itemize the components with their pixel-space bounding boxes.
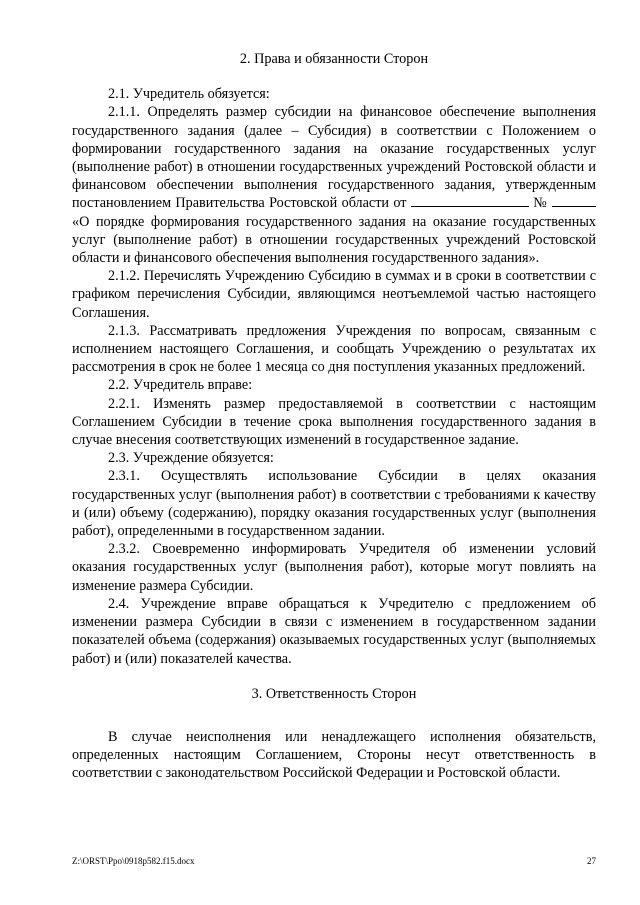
page-number: 27 bbox=[587, 856, 596, 866]
number-blank-field bbox=[552, 194, 596, 207]
document-page bbox=[72, 50, 596, 783]
paragraph-2-3-1: 2.3.1. Осуществлять использование Субсидии в целях оказания государственных услуг (выполнения работ) в соответствии с требованиями к качеству и (или) объему (содержанию), порядку оказания государственных услуг (выполнения работ), определенными в государственном задании. bbox=[72, 468, 596, 540]
paragraph-2-2: 2.2. Учредитель вправе: bbox=[108, 377, 253, 394]
paragraph-2-1-2: 2.1.2. Перечислять Учреждению Субсидию в суммах и в сроки в соответствии с графиком перечисления Субсидии, являющимся неотъемлемой частью настоящего Соглашения. bbox=[72, 268, 596, 321]
paragraph-2-1: 2.1. Учредитель обязуется: bbox=[108, 86, 270, 103]
file-path: Z:\ORST\Ppo\0918p582.f15.docx bbox=[72, 856, 195, 866]
paragraph-2-4: 2.4. Учреждение вправе обращаться к Учредителю с предложением об изменении размера Субсидии в связи с изменением в государственном задании показателей объема (содержания) оказываемых государственных услуг (выполняемых работ) и (или) показателей качества. bbox=[72, 595, 596, 667]
paragraph-2-1-1-part-a: 2.1.1. Определять размер субсидии на финансовое обеспечение выполнения государственного задания (далее – Субсидия) в соответствии с Положением о формировании государственного задания на оказание государственных услуг (выполнение работ) в отношении государственных учреждений Ростовской области и финансовом обеспечении выполнения государственного задания, утвержденным постановлением Правительства Ростовской области от bbox=[72, 104, 596, 212]
paragraph-3-1: В случае неисполнения или ненадлежащего исполнения обязательств, определенных настоящим Соглашением, Стороны несут ответственность в соответствии с законодательством Российской Федерации и Ростовской области. bbox=[72, 728, 596, 782]
date-blank-field bbox=[411, 194, 529, 207]
section-3-title: 3. Ответственность Сторон bbox=[251, 685, 417, 702]
paragraph-2-1-1 bbox=[72, 103, 596, 267]
section-2-title: 2. Права и обязанности Сторон bbox=[239, 51, 429, 67]
number-sign: № bbox=[533, 195, 548, 212]
paragraph-2-3: 2.3. Учреждение обязуется: bbox=[108, 450, 274, 467]
paragraph-2-2-1: 2.2.1. Изменять размер предоставляемой в соответствии с настоящим Соглашением Субсидии в течение срока выполнения государственного задания в случае внесения соответствующих изменений в государственное задание. bbox=[72, 395, 596, 449]
page-footer bbox=[72, 856, 596, 866]
paragraph-2-1-3: 2.1.3. Рассматривать предложения Учреждения по вопросам, связанным с исполнением настоящего Соглашения, и сообщать Учреждению о результатах их рассмотрения в срок не более 1 месяца со дня поступления указанных предложений. bbox=[72, 322, 596, 376]
paragraph-2-3-2: 2.3.2. Своевременно информировать Учредителя об изменении условий оказания государственных услуг (выполнения работ), которые могут повлиять на изменение размера Субсидии. bbox=[72, 541, 596, 594]
paragraph-2-1-1-part-b: «О порядке формирования государственного задания на оказание государственных услуг (выполнение работ) в отношении государственных учреждений Ростовской области и финансового обеспечения выполнения государственного задания». bbox=[72, 213, 596, 267]
